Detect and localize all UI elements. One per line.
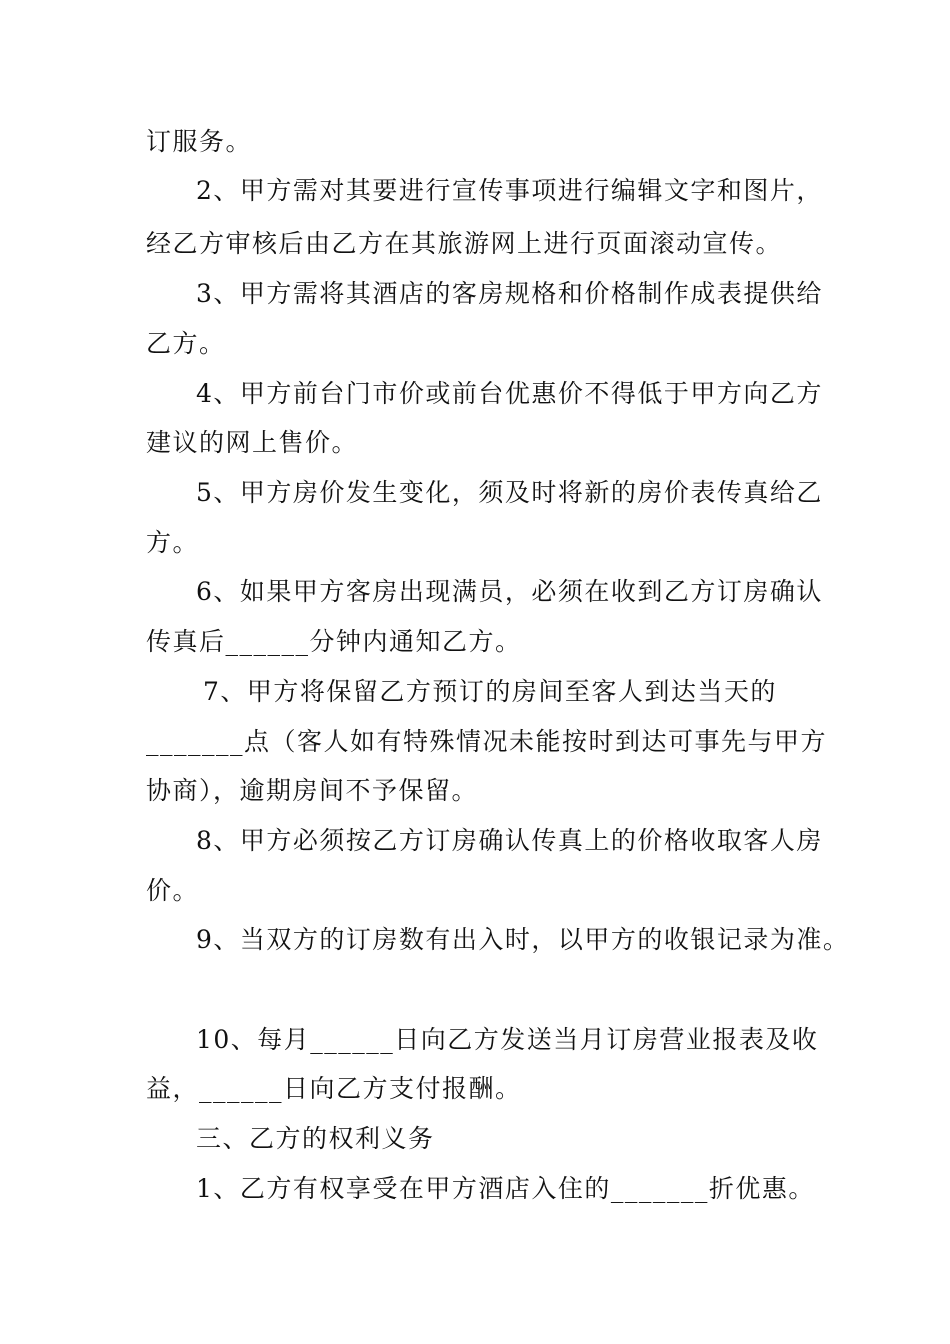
text-line: 订服务。 [146, 127, 253, 156]
text-line: 协商），逾期房间不予保留。 [146, 776, 479, 805]
text-line: 乙方。 [146, 329, 226, 358]
text-line: 1、乙方有权享受在甲方酒店入住的_______折优惠。 [196, 1174, 815, 1203]
text-line: 7、甲方将保留乙方预订的房间至客人到达当天的 [203, 677, 777, 706]
text-line: 10、每月______日向乙方发送当月订房营业报表及收 [196, 1025, 819, 1054]
text-line: 2、甲方需对其要进行宣传事项进行编辑文字和图片， [196, 176, 823, 205]
text-line: 建议的网上售价。 [146, 428, 359, 457]
text-line: 3、甲方需将其酒店的客房规格和价格制作成表提供给 [196, 279, 823, 308]
text-line: 4、甲方前台门市价或前台优惠价不得低于甲方向乙方 [196, 379, 823, 408]
text-line: 8、甲方必须按乙方订房确认传真上的价格收取客人房 [196, 826, 823, 855]
text-line: 价。 [146, 876, 200, 905]
text-line: _______点（客人如有特殊情况未能按时到达可事先与甲方 [146, 727, 828, 756]
text-line: 6、如果甲方客房出现满员，必须在收到乙方订房确认 [196, 577, 823, 606]
text-line: 方。 [146, 528, 200, 557]
text-line: 9、当双方的订房数有出入时，以甲方的收银记录为准。 [196, 925, 850, 954]
section-heading: 三、乙方的权利义务 [196, 1124, 435, 1153]
text-line: 经乙方审核后由乙方在其旅游网上进行页面滚动宣传。 [146, 229, 783, 258]
text-line: 传真后______分钟内通知乙方。 [146, 627, 522, 656]
text-line: 5、甲方房价发生变化，须及时将新的房价表传真给乙 [196, 478, 823, 507]
text-line: 益，______日向乙方支付报酬。 [146, 1074, 522, 1103]
